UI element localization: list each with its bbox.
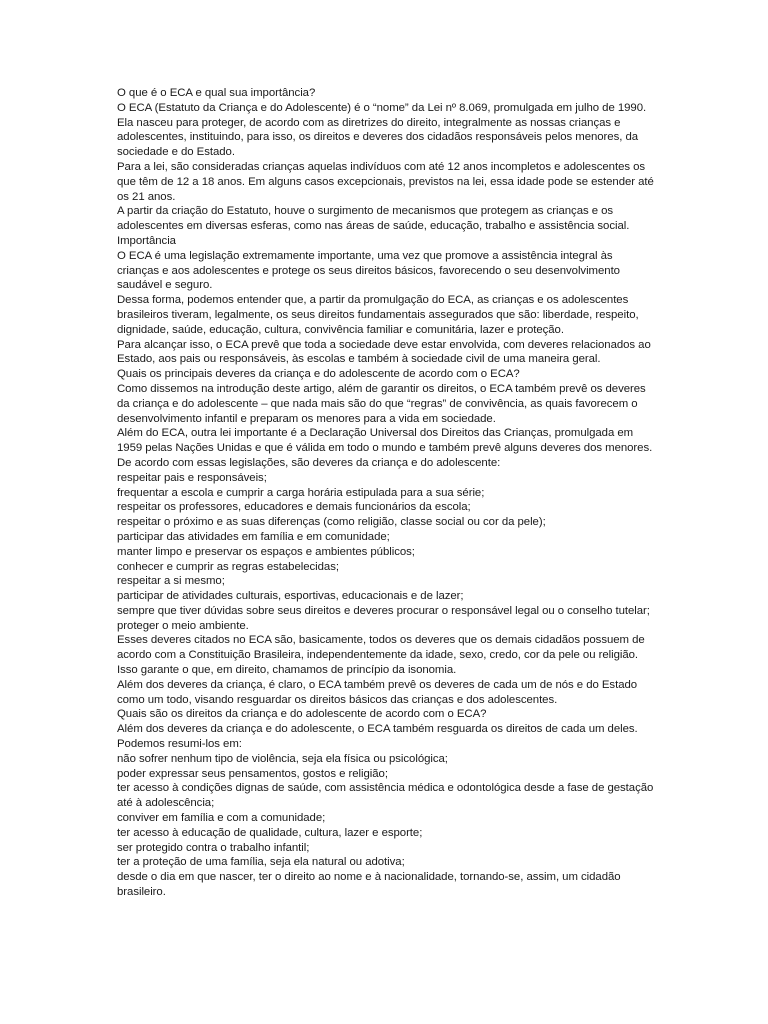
list-item: frequentar a escola e cumprir a carga horária estipulada para a sua série; xyxy=(117,486,485,499)
paragraph: Esses deveres citados no ECA são, basicamente, todos os deveres que os demais cidadãos possuem de acordo com a Constituição Brasileira, independentemente da idade, sexo, credo, cor da pele ou religião. Isso garante o que, em direito, chamamos de princípio da isonomia. xyxy=(117,634,645,677)
list-item: sempre que tiver dúvidas sobre seus direitos e deveres procurar o responsável legal ou o conselho tutelar; xyxy=(117,604,650,617)
list-item: ter a proteção de uma família, seja ela natural ou adotiva; xyxy=(117,856,405,869)
list-item: desde o dia em que nascer, ter o direito ao nome e à nacionalidade, tornando-se, assim, um cidadão brasileiro. xyxy=(117,871,621,899)
paragraph: O ECA é uma legislação extremamente importante, uma vez que promove a assistência integral às crianças e aos adolescentes e protege os seus direitos básicos, favorecendo o seu desenvolvimento saudável e seguro. xyxy=(117,249,620,292)
paragraph: De acordo com essas legislações, são deveres da criança e do adolescente: xyxy=(117,456,501,469)
list-item: conviver em família e com a comunidade; xyxy=(117,812,326,825)
paragraph: Como dissemos na introdução deste artigo, além de garantir os direitos, o ECA também prevê os deveres da criança e do adolescente – que nada mais são do que “regras” de convivência, as quais favorecem o desenvolvimento infantil e preparam os menores para a vida em sociedade. xyxy=(117,382,646,425)
paragraph: Além dos deveres da criança e do adolescente, o ECA também resguarda os direitos de cada um deles. Podemos resumi-los em: xyxy=(117,723,638,751)
list-item: respeitar a si mesmo; xyxy=(117,575,225,588)
list-item: poder expressar seus pensamentos, gostos e religião; xyxy=(117,767,388,780)
document-page xyxy=(117,86,657,900)
paragraph: Dessa forma, podemos entender que, a partir da promulgação do ECA, as crianças e os adolescentes brasileiros tiveram, legalmente, os seus direitos fundamentais assegurados que são: liberdade, respeito, dignidade, saúde, educação, cultura, convivência familiar e comunitária, lazer e proteção. xyxy=(117,294,639,336)
paragraph: A partir da criação do Estatuto, houve o surgimento de mecanismos que protegem as crianças e os adolescentes em diversas esferas, como nas áreas de saúde, educação, trabalho e assistência social. xyxy=(117,205,630,233)
list-item: respeitar os professores, educadores e demais funcionários da escola; xyxy=(117,501,471,514)
list-item: ser protegido contra o trabalho infantil; xyxy=(117,841,310,854)
list-item: proteger o meio ambiente. xyxy=(117,619,249,632)
list-item: participar de atividades culturais, esportivas, educacionais e de lazer; xyxy=(117,590,464,603)
paragraph: Além dos deveres da criança, é claro, o ECA também prevê os deveres de cada um de nós e do Estado como um todo, visando resguardar os direitos básicos das crianças e dos adolescentes. xyxy=(117,678,638,706)
list-item: manter limpo e preservar os espaços e ambientes públicos; xyxy=(117,545,415,558)
section-title: Quais os principais deveres da criança e do adolescente de acordo com o ECA? xyxy=(117,368,520,381)
list-item: conhecer e cumprir as regras estabelecidas; xyxy=(117,560,339,573)
list-item: respeitar o próximo e as suas diferenças (como religião, classe social ou cor da pele); xyxy=(117,516,546,529)
list-item: participar das atividades em família e em comunidade; xyxy=(117,530,390,543)
list-item: ter acesso à condições dignas de saúde, com assistência médica e odontológica desde a fase de gestação até à adolescência; xyxy=(117,782,654,810)
paragraph: Para alcançar isso, o ECA prevê que toda a sociedade deve estar envolvida, com deveres relacionados ao Estado, aos pais ou responsáveis, às escolas e também à sociedade civil de uma maneira geral. xyxy=(117,338,651,366)
paragraph: O ECA (Estatuto da Criança e do Adolescente) é o “nome” da Lei nº 8.069, promulgada em julho de 1990. Ela nasceu para proteger, de acordo com as diretrizes do direito, integralmente as nossas crianças e adolescentes, instituindo, para isso, os direitos e deveres dos cidadãos responsáveis pelos menores, da sociedade e do Estado. xyxy=(117,101,647,159)
section-title: O que é o ECA e qual sua importância? xyxy=(117,87,316,99)
paragraph: Para a lei, são consideradas crianças aquelas indivíduos com até 12 anos incompletos e adolescentes os que têm de 12 a 18 anos. Em alguns casos excepcionais, previstos na lei, essa idade pode se estender até os 21 anos. xyxy=(117,160,654,203)
section-title: Quais são os direitos da criança e do adolescente de acordo com o ECA? xyxy=(117,708,487,721)
list-item: respeitar pais e responsáveis; xyxy=(117,471,267,484)
section-title: Importância xyxy=(117,234,176,247)
list-item: ter acesso à educação de qualidade, cultura, lazer e esporte; xyxy=(117,826,423,839)
list-item: não sofrer nenhum tipo de violência, seja ela física ou psicológica; xyxy=(117,752,448,765)
paragraph: Além do ECA, outra lei importante é a Declaração Universal dos Direitos das Crianças, promulgada em 1959 pelas Nações Unidas e que é válida em todo o mundo e também prevê alguns deveres dos menores. xyxy=(117,427,653,455)
